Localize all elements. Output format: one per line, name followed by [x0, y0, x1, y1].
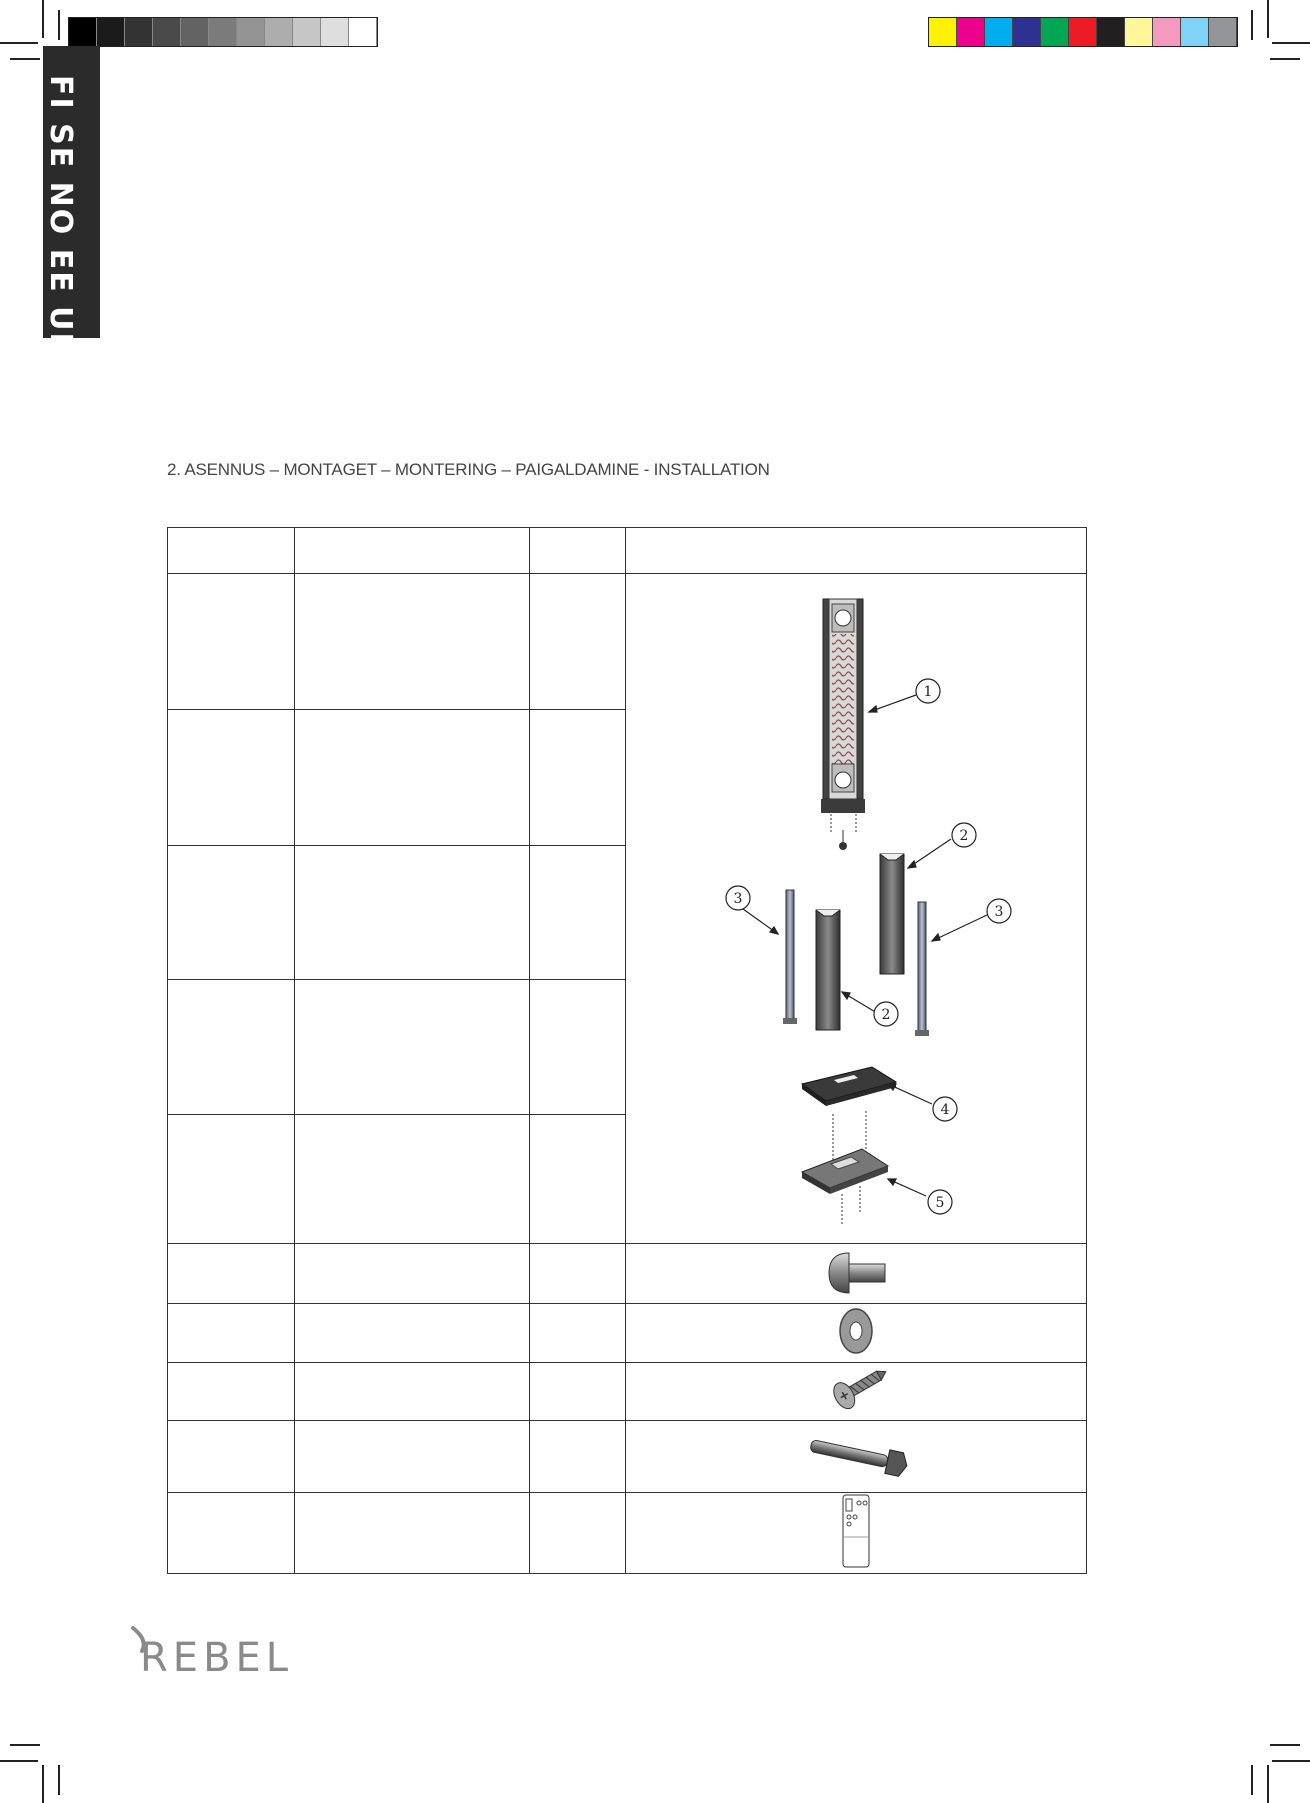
table-cell — [626, 1493, 1087, 1574]
table-cell — [626, 528, 1087, 574]
crop-mark — [42, 0, 44, 38]
color-swatch — [1181, 18, 1209, 46]
exploded-assembly-cell — [626, 574, 1087, 1244]
language-tab-label: FI SE NO EE UK — [43, 75, 78, 358]
color-swatch — [1069, 18, 1097, 46]
crop-mark — [1270, 1744, 1300, 1746]
callout-label: 2 — [959, 828, 969, 844]
crop-mark — [58, 10, 60, 40]
gray-swatch — [125, 18, 153, 46]
crop-mark — [58, 1765, 60, 1795]
table-cell — [530, 980, 626, 1115]
section-heading: 2. ASENNUS – MONTAGET – MONTERING – PAIGALDAMINE - INSTALLATION — [167, 460, 770, 479]
base-plate-part — [802, 1111, 888, 1224]
top-plate-part — [802, 1067, 896, 1106]
table-cell — [530, 709, 626, 845]
table-cell — [295, 845, 530, 980]
table-cell — [530, 845, 626, 980]
color-swatch — [985, 18, 1013, 46]
table-cell — [530, 1304, 626, 1363]
table-cell — [168, 1421, 295, 1493]
table-cell — [168, 1493, 295, 1574]
gray-swatch — [209, 18, 237, 46]
crop-mark — [0, 42, 38, 44]
table-cell — [626, 1363, 1087, 1421]
table-cell — [295, 1421, 530, 1493]
table-cell — [295, 1493, 530, 1574]
color-calibration-strip — [928, 17, 1238, 47]
side-cover-part — [880, 854, 904, 974]
color-swatch — [1209, 18, 1237, 46]
table-cell — [530, 1244, 626, 1304]
crop-mark — [1270, 58, 1300, 60]
table-cell — [295, 1244, 530, 1304]
crop-mark — [1267, 1765, 1269, 1803]
table-cell — [295, 574, 530, 710]
callout-label: 2 — [881, 1007, 891, 1023]
table-cell — [168, 1363, 295, 1421]
table-cell — [530, 1115, 626, 1244]
gray-swatch — [349, 18, 377, 46]
flat-washer-icon — [831, 1304, 881, 1358]
crop-mark — [10, 1744, 40, 1746]
callout-label: 3 — [733, 891, 743, 907]
logo-wordmark: REBEL — [140, 1635, 294, 1676]
table-cell — [168, 1304, 295, 1363]
table-cell — [295, 709, 530, 845]
grayscale-calibration-strip — [68, 17, 378, 47]
table-cell — [168, 709, 295, 845]
table-cell — [530, 574, 626, 710]
gray-swatch — [321, 18, 349, 46]
table-row — [168, 1244, 1087, 1304]
exploded-assembly-diagram — [626, 574, 1086, 1239]
table-cell — [626, 1244, 1087, 1304]
table-header-row — [168, 528, 1087, 574]
crop-mark — [1272, 42, 1310, 44]
crop-mark — [1251, 10, 1253, 40]
color-swatch — [957, 18, 985, 46]
callout-label: 4 — [940, 1102, 950, 1118]
color-swatch — [1041, 18, 1069, 46]
table-row — [168, 574, 1087, 710]
color-swatch — [1125, 18, 1153, 46]
table-row — [168, 1363, 1087, 1421]
table-cell — [626, 1421, 1087, 1493]
callout-label: 3 — [994, 904, 1004, 920]
color-swatch — [1097, 18, 1125, 46]
table-cell — [530, 1363, 626, 1421]
table-cell — [295, 980, 530, 1115]
crop-mark — [42, 1765, 44, 1803]
gray-swatch — [153, 18, 181, 46]
crop-mark — [1251, 1765, 1253, 1795]
table-row — [168, 1421, 1087, 1493]
color-swatch — [929, 18, 957, 46]
gray-swatch — [69, 18, 97, 46]
gray-swatch — [293, 18, 321, 46]
table-cell — [626, 1304, 1087, 1363]
support-leg-part — [783, 890, 797, 1024]
gray-swatch — [97, 18, 125, 46]
gray-swatch — [237, 18, 265, 46]
rebel-logo — [130, 1624, 335, 1680]
remote-control-icon — [839, 1493, 873, 1569]
gray-swatch — [181, 18, 209, 46]
callout-label: 5 — [935, 1195, 945, 1211]
color-swatch — [1153, 18, 1181, 46]
table-cell — [168, 528, 295, 574]
table-cell — [295, 528, 530, 574]
parts-table — [167, 527, 1087, 1574]
self-tapping-screw-icon — [821, 1365, 891, 1415]
table-cell — [530, 1421, 626, 1493]
table-cell — [530, 528, 626, 574]
heater-body-part — [821, 599, 865, 850]
crop-mark — [1267, 0, 1269, 38]
crop-mark — [0, 1760, 38, 1762]
callout-label: 1 — [923, 684, 933, 700]
table-cell — [168, 845, 295, 980]
table-cell — [295, 1304, 530, 1363]
support-leg-part — [915, 902, 929, 1036]
round-head-bolt-icon — [821, 1249, 891, 1295]
crop-mark — [10, 58, 40, 60]
table-cell — [168, 1115, 295, 1244]
table-cell — [530, 1493, 626, 1574]
color-swatch — [1013, 18, 1041, 46]
table-row — [168, 1493, 1087, 1574]
crop-mark — [1272, 1760, 1310, 1762]
table-cell — [168, 574, 295, 710]
table-row — [168, 1304, 1087, 1363]
gray-swatch — [265, 18, 293, 46]
side-cover-part — [816, 910, 840, 1030]
table-cell — [168, 1244, 295, 1304]
table-cell — [295, 1115, 530, 1244]
table-cell — [295, 1363, 530, 1421]
table-cell — [168, 980, 295, 1115]
hex-bolt-icon — [796, 1425, 916, 1485]
